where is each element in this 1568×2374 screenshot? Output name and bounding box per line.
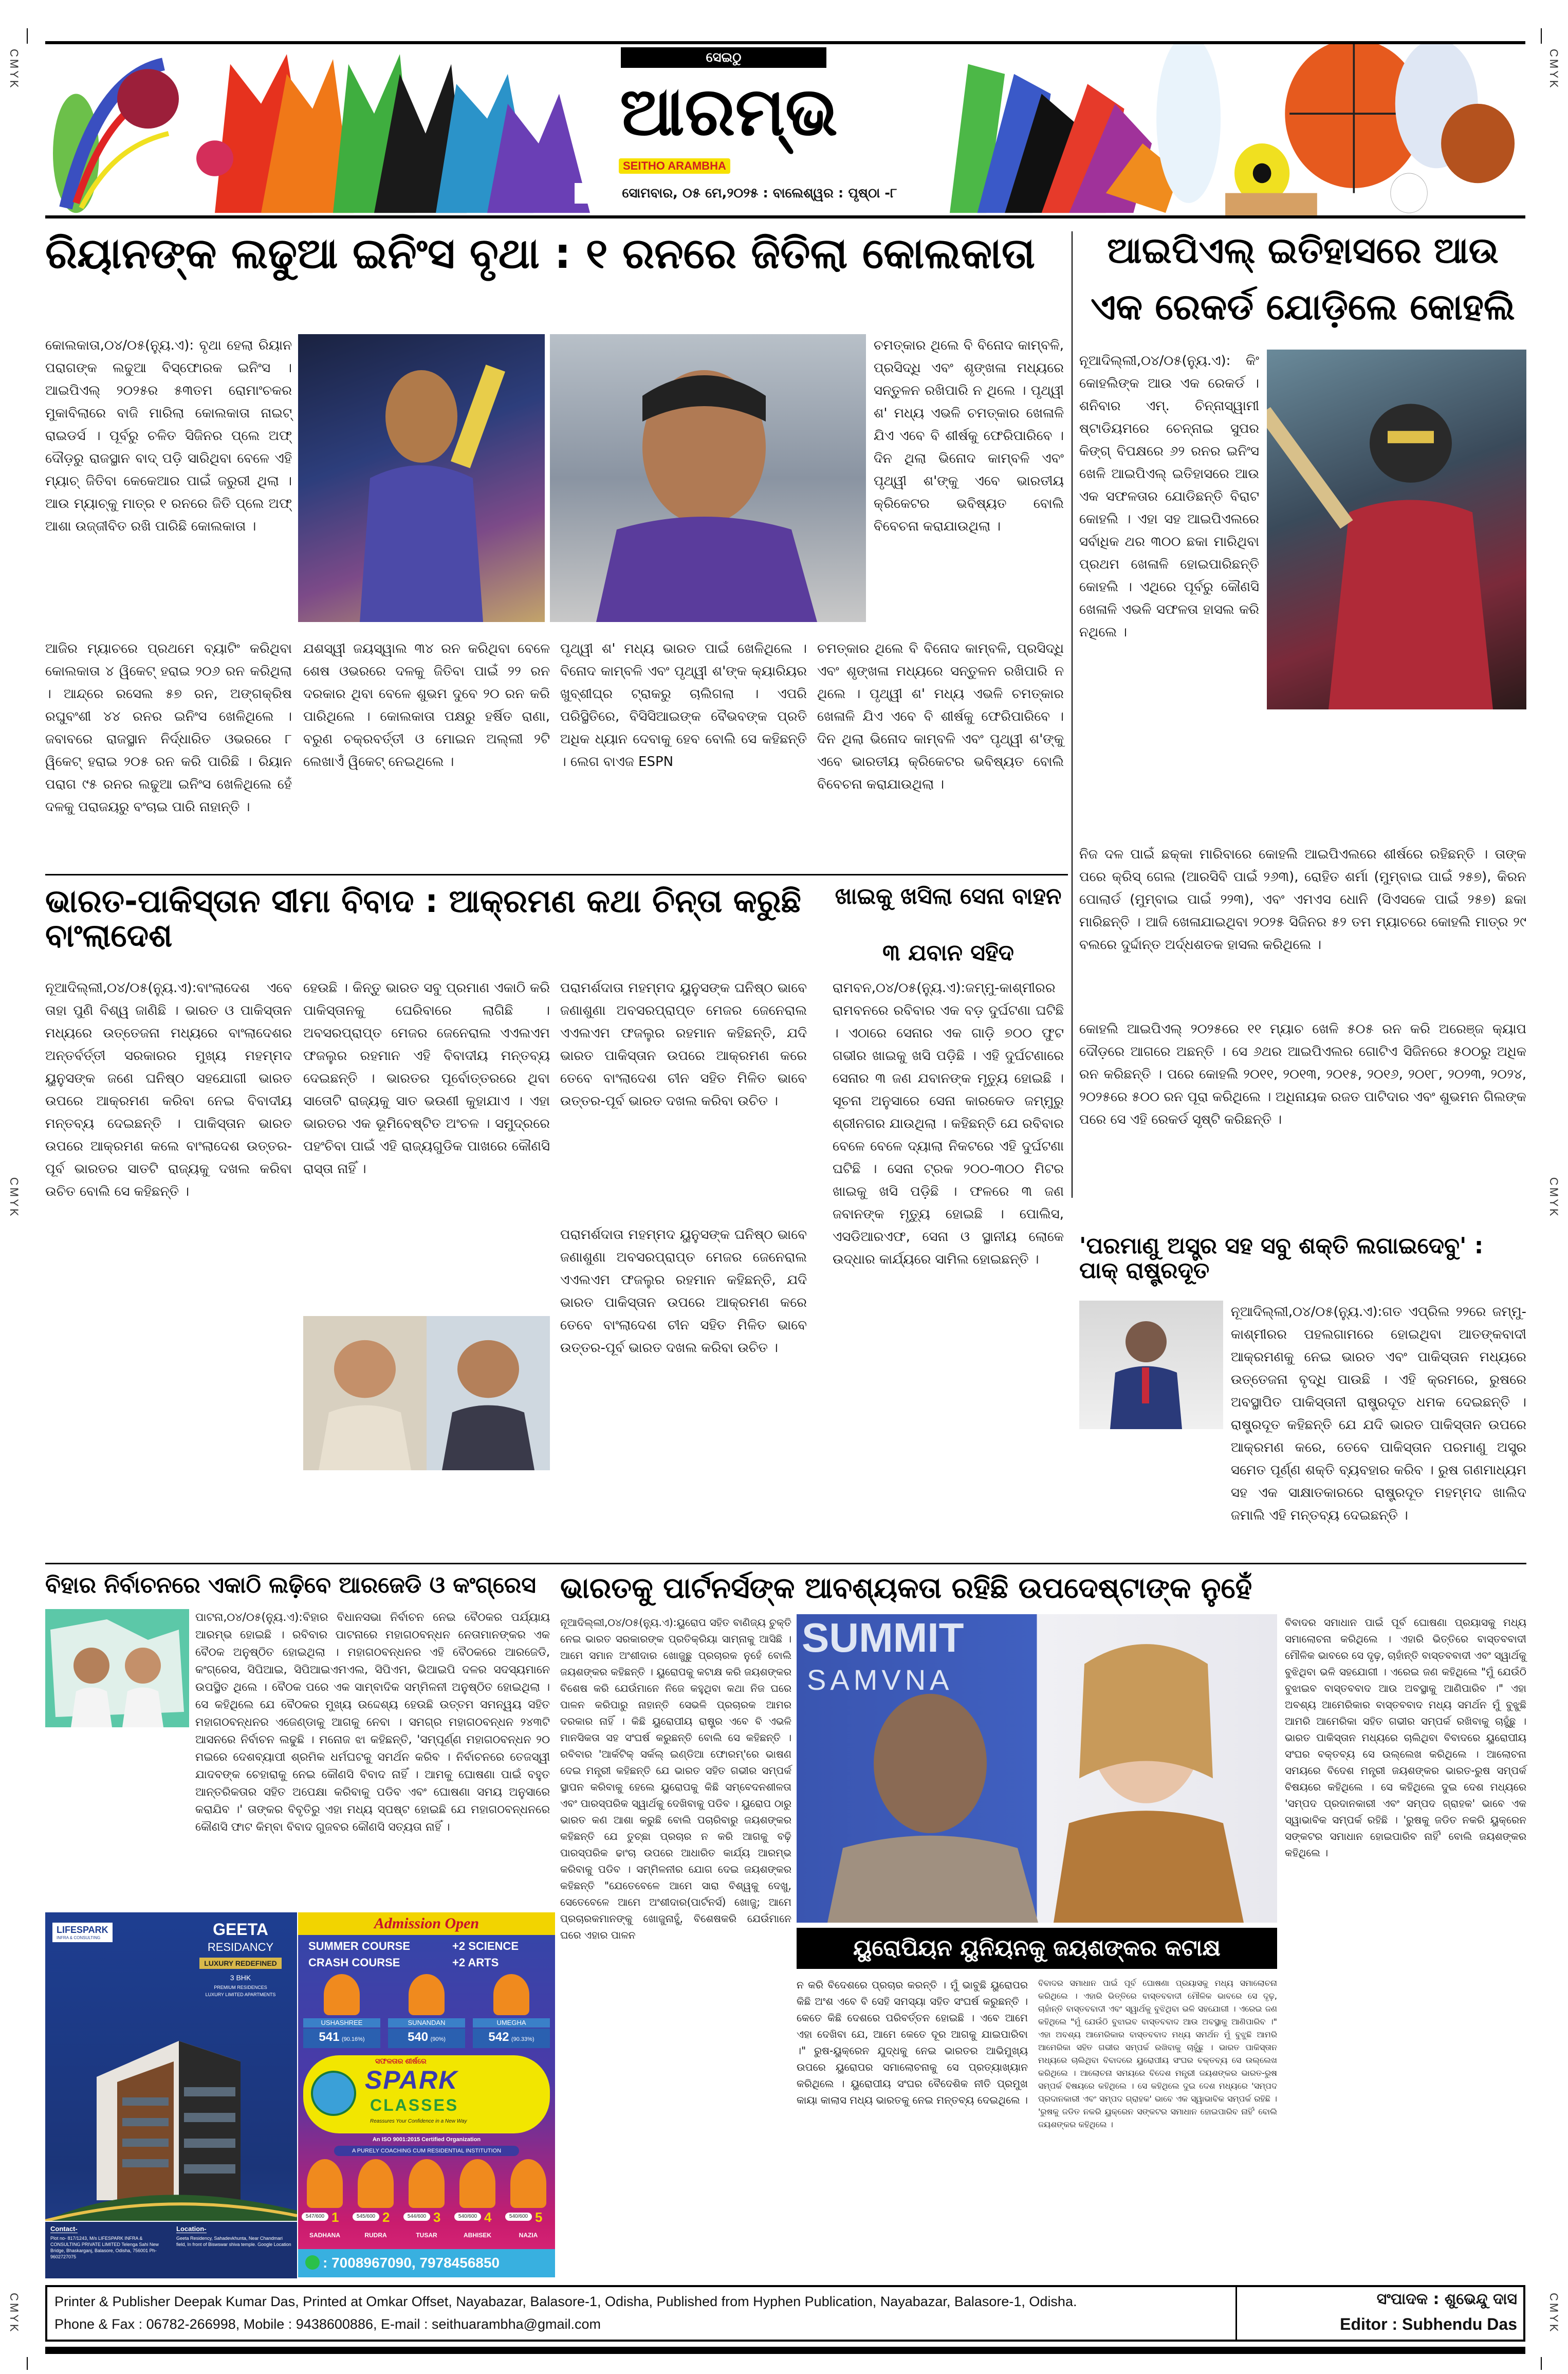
kkr-body-col2: ଯଶସ୍ୱୀ ଜୟସ୍ୱାଲ ୩୪ ରନ କରିଥିବା ବେଳେ ଶେଷ ଓଭରରେ ଦଳକୁ ଜିତିବା ପାଇଁ ୨୨ ରନ ଦରକାର ଥିବା ବେଳେ ଶୁଭମ ଦୁବେ ୨୦ ରନ କରି ପାରିଥିଲେ । କୋଲକାତା ପକ୍ଷରୁ ହର୍ଷିତ ରାଣା, ବରୁଣ ଚକ୍ରବର୍ତ୍ତୀ ଓ ମୋଇନ ଅଲ୍ଲୀ ୨ଟି ଲେଖାଏଁ ୱିକେଟ୍ ନେଇଥିଲେ । <box>303 641 550 770</box>
kohli-body-1: ନୂଆଦିଲ୍ଲୀ,୦୪/୦୫(ନ୍ୟୁ.ଏ): କିଂ କୋହଲିଙ୍କ ଆଉ ଏକ ରେକର୍ଡ । ଶନିବାର ଏମ୍. ଚିନ୍ନାସ୍ୱାମୀ ଷ୍ଟାଡିୟମରେ ଚେନ୍ନାଇ ସୁପର କିଙ୍ଗ୍ ବିପକ୍ଷରେ ୬୨ ରନର ଇନିଂସ ଖେଳି ଆଇପିଏଲ୍ ଇତିହାସରେ ଆଉ ଏକ ସଫଳତାର ଯୋଡିଛନ୍ତି ବିରାଟ କୋହଲି । ଏହା ସହ ଆଇପିଏଲରେ ସର୍ବାଧିକ ଥର ୩୦୦ ଛକା ମାରିଥିବା ପ୍ରଥମ ଖେଳାଳି ହୋଇପାରିଛନ୍ତି କୋହଲି । ଏଥିରେ ପୂର୍ବରୁ କୌଣସି ଖେଳାଳି ଏଭଳି ସଫଳତା ହାସଲ କରି ନଥିଲେ । <box>1079 353 1259 640</box>
summit-backdrop-text: SUMMIT <box>802 1615 964 1660</box>
ad-geeta-residency[interactable] <box>45 1912 297 2277</box>
kohli-batting-figure-icon <box>1267 350 1526 709</box>
bangladesh-body-col1: ନୂଆଦିଲ୍ଲୀ,୦୪/୦୫(ନ୍ୟୁ.ଏ):ବାଂଲାଦେଶ ଏବେ ତାହା ପୁଣି ବିଶ୍ୱ ଜାଣିଛି । ଭାରତ ଓ ପାକିସ୍ତାନ ମଧ୍ୟରେ ଉତ୍ତେଜନା ମଧ୍ୟରେ ବାଂଲାଦେଶର ଅନ୍ତର୍ବର୍ତ୍ତୀ ସରକାରର ମୁଖ୍ୟ ମହମ୍ମଦ ୟୁନୁସଙ୍କ ଜଣେ ଘନିଷ୍ଠ ସହଯୋଗୀ ଭାରତ ଉପରେ ଆକ୍ରମଣ କରିବା ନେଇ ବିବାଦୀୟ ମନ୍ତବ୍ୟ ଦେଇଛନ୍ତି । ପାକିସ୍ତାନ ଭାରତ ଉପରେ ଆକ୍ରମଣ କଲେ ବାଂଲାଦେଶ ଉତ୍ତର-ପୂର୍ବ ଭାରତର ସାତଟି ରାଜ୍ୟକୁ ଦଖଲ କରିବା ଉଚିତ ବୋଲି ସେ କହିଛନ୍ତି । <box>45 980 292 1199</box>
ranker-photo <box>459 2159 495 2208</box>
kkr-body-col1: କୋଲକାତା,୦୪/୦୫(ନ୍ୟୁ.ଏ): ବୃଥା ହେଲା ରିୟାନ ପରାଗଙ୍କ ଲଢୁଆ ବିସ୍ଫୋରକ ଇନିଂସ । ଆଇପିଏଲ୍ ୨୦୨୫ର ୫୩ତମ ରୋମାଂଚକର ମୁକାବିଲାରେ ବାଜି ମାରିଲା କୋଲକାତା ନାଇଟ୍ ରାଇଡର୍ସ । ପୂର୍ବରୁ ଚଳିତ ସିଜିନର ପ୍ଲେ ଅଫ୍ ଦୌଡ଼ରୁ ରାଜସ୍ଥାନ ବାଦ୍ ପଡ଼ି ସାରିଥିବା ବେଳେ ଏହି ମ୍ୟାଚ୍ ଜିତିବା କେକେଆର ପାଇଁ ଜରୁରୀ ଥିଲା । ଆଉ ମ୍ୟାଚ୍‌କୁ ମାତ୍ର ୧ ରନରେ ଜିତି ପ୍ଲେ ଅଫ୍ ଆଶା ଉଜ୍ଜୀବିତ ରଖି ପାରିଛି କୋଲକାତା । <box>45 338 292 534</box>
pak-envoy-photo <box>1079 1301 1223 1429</box>
riyan-parag-photo <box>298 334 545 622</box>
spark-tagline: Reassures Your Confidence in a New Way <box>370 2119 467 2124</box>
topper-photo <box>324 1974 360 2015</box>
ranker-score: 540/600 <box>454 2213 481 2221</box>
location-details: Geeta Residency, Sahadevkhunta, Near Chandmari field, In front of Biswswar shiva temple. Google Location <box>176 2236 291 2247</box>
ad-spark-classes[interactable] <box>298 1912 555 2277</box>
imprint-line-2: Phone & Fax : 06782-266998, Mobile : 9438600886, E-mail : seithuarambha@gmail.com <box>54 2316 601 2332</box>
topper-percent: (90%) <box>430 2036 446 2042</box>
column-divider <box>1072 231 1073 1198</box>
sports-collage-right-image <box>950 44 1519 215</box>
jaishankar-body-col2: ନ କରି ବିଦେଶରେ ପ୍ରଚାର କରନ୍ତି । ମୁଁ ଭାବୁଛି ୟୁରୋପର କିଛି ଅଂଶ ଏବେ ବି ସେହି ସମସ୍ୟା ସହିତ ସଂଘର୍ଷ କରୁଛନ୍ତି । କେତେ କିଛି ଦେଶରେ ପରିବର୍ତ୍ତନ ହୋଇଛି । ଏବେ ଆମେ ଏହା ଦେଖିବା ଯେ, ଆମେ କେତେ ଦୂର ଆଗକୁ ଯାଇପାରିବା ।" ରୁଷ-ୟୁକ୍ରେନ ଯୁଦ୍ଧକୁ ନେଇ ଭାରତର ଆଭିମୁଖ୍ୟ ଉପରେ ୟୁରୋପର ସମାଲୋଚନାକୁ ସେ ପ୍ରତ୍ୟାଖ୍ୟାନ କରିଥିଲେ । ୟୁରୋପୀୟ ସଂଘର ବୈଦେଶିକ ନୀତି ପ୍ରମୁଖ କାୟା କାଲାସ ମଧ୍ୟ ଭାରତକୁ ନେଇ ମନ୍ତବ୍ୟ ଦେଇଥିଲେ । <box>797 1979 1028 2106</box>
headline-kohli-line2: ଏକ ରେକର୍ଡ ଯୋଡ଼ିଲେ କୋହଲି <box>1091 286 1515 328</box>
ranker-score: 540/600 <box>505 2213 532 2221</box>
photo-caption-jaishankar: ୟୁରୋପିୟନ ୟୁନିୟନକୁ ଜୟଶଙ୍କର କଟାକ୍ଷ <box>797 1928 1277 1969</box>
kkr-body-col5: ଚମତ୍କାର ଥିଲେ ବି ବିନୋଦ କାମ୍ବଳି, ପ୍ରସିଦ୍ଧି ଏବଂ ଶୃଙ୍ଖଳା ମଧ୍ୟରେ ସନ୍ତୁଳନ ରଖିପାରି ନ ଥିଲେ । ପୃଥ୍ୱୀ ଶ' ମଧ୍ୟ ଏଭଳି ଚମତ୍କାର ଖେଳାଳି ଯିଏ ଏବେ ବି ଶୀର୍ଷକୁ ଫେରିପାରିବେ । ଦିନ ଥିଲା ଭିନୋଦ କାମ୍ବଳି ଏବଂ ପୃଥ୍ୱୀ ଶ'ଙ୍କୁ ଏବେ ଭାରତୀୟ କ୍ରିକେଟର ଭବିଷ୍ୟତ ବୋଲି ବିବେଚନା କରାଯାଉଥିଲା । <box>817 641 1064 792</box>
crop-mark <box>27 2357 28 2370</box>
newspaper-title: ଆରମ୍ଭ <box>620 72 838 151</box>
imprint-line-1: Printer & Publisher Deepak Kumar Das, Printed at Omkar Offset, Nayabazar, Balasore-1, Odisha, Published from Hyphen Publication, Nayabazar, Balasore-1, Odisha. <box>54 2294 1077 2309</box>
jaishankar-body-col3: ବିବାଦର ସମାଧାନ ପାଇଁ ପୂର୍ବ ଘୋଷଣା ପ୍ରୟାସକୁ ମଧ୍ୟ ସମାଲୋଚନା କରିଥିଲେ । ଏହାରି ଭିତ୍ତିରେ ବାସ୍ତବବାଦୀ ମୌଳିକ ଭାବରେ ସେ ଦୃଢ଼, ଚାହାଁନ୍ତି ବାସ୍ତବବାଦୀ ଏବଂ ସ୍ୱାର୍ଥକୁ ବୁଝିଥିବା ଭଳି ସହଯୋଗୀ । ଏରେଇ ଜଣ କହିଥିଲେ "ମୁଁ ଯେଉଁଠି ବୁଝାଇବ ବାସ୍ତବବାଦ ଆଉ ଅବସ୍ଥାକୁ ଆଣିପାରିବ ।" ଏହା ଅବଶ୍ୟ ଆମେରିକାର ବାସ୍ତବବାଦ ମଧ୍ୟ ସମର୍ଥନ ମୁଁ ବୁଝୁଛି ଆମରି ଆମେରିକା ସହିତ ଗଭୀର ସମ୍ପର୍କ ରଖିବାକୁ ଚାହୁଁଛୁ । ଭାରତ ପାକିସ୍ତାନ ମଧ୍ୟରେ ଚାଲିଥିବା ବିବାଦରେ ୟୁରୋପୀୟ ସଂଘର ବକ୍ତବ୍ୟ ସେ ଉଲ୍ଲେଖ କରିଥିଲେ । ଆଲୋଚନା ସମୟରେ ବିଦେଶ ମନ୍ତ୍ରୀ ଜୟଶଙ୍କର ଭାରତ-ରୁଷ ସମ୍ପର୍କ ବିଷୟରେ କହିଥିଲେ । ସେ କହିଥିଲେ ଦୁଇ ଦେଶ ମଧ୍ୟରେ 'ସମ୍ପଦ ପ୍ରଦାନକାରୀ ଏବଂ ସମ୍ପଦ ଗ୍ରାହକ' ଭାବେ ଏକ ସ୍ୱାଭାବିକ ସମ୍ପର୍କ ରହିଛି । 'ରୁଷକୁ ଜଡିତ ନକରି ୟୁକ୍ରେନ ସଙ୍କଟର ସମାଧାନ ହୋଇପାରିବ ନାହିଁ' ବୋଲି ଜୟଶଙ୍କର କହିଥିଲେ । <box>1285 1616 1526 1859</box>
bangladesh-body-col2: ହେଉଛି । କିନ୍ତୁ ଭାରତ ସବୁ ପ୍ରମାଣ ଏକାଠି କରି ପାକିସ୍ତାନକୁ ଘେରିବାରେ ଲାଗିଛି । ଅବସରପ୍ରାପ୍ତ ମେଜର ଜେନେରାଲ ଏଏଲଏମ ଫଜଲୁର ରହମାନ ଏହି ବିବାଦୀୟ ମନ୍ତବ୍ୟ ଦେଇଛନ୍ତି । ଭାରତର ପୂର୍ବୋତ୍ତରରେ ଥିବା ସାତୋଟି ରାଜ୍ୟକୁ ସାତ ଭଉଣୀ କୁହାଯାଏ । ଏହା ଭାରତର ଏକ ଭୂମିବେଷ୍ଟିତ ଅଂଚଳ । ସମୁଦ୍ରରେ ପହଂଚିବା ପାଇଁ ଏହି ରାଜ୍ୟଗୁଡିକ ପାଖରେ କୌଣସି ରାସ୍ତା ନାହିଁ । <box>303 980 550 1177</box>
ranker-name: TUSAR <box>416 2232 437 2239</box>
jaishankar-body-col1: ନୂଆଦିଲ୍ଲୀ,୦୪/୦୫(ନ୍ୟୁ.ଏ):ୟୁରୋପ ସହିତ ବାଣିଜ୍ୟ ଚୁକ୍ତି ନେଇ ଭାରତ ସରକାରଙ୍କ ପ୍ରତିକ୍ରିୟା ସାମ୍ନାକୁ ଆସିଛି । ଆମେ ସମାନ ଅଂଶୀଦାର ଖୋଜୁଛୁ ପ୍ରଚାରକ ନୁହେଁ ବୋଲି ଜୟଶଙ୍କର କହିଛନ୍ତି । ୟୁରୋପକୁ କଟାକ୍ଷ କରି ଜୟଶଙ୍କର ବିଶେଷ କରି ଯେଉଁମାନେ ନିଜେ କହୁଥିବା କଥା ନିଜ ଘରେ ପାଳନ କରିପାରୁ ନାହାନ୍ତି ସେଭଳି ପ୍ରଚାରକ ଆମର ଦରକାର ନାହିଁ । କିଛି ୟୁରୋପୀୟ ରାଷ୍ଟ୍ର ଏବେ ବି ଏଭଳି ମାନସିକତା ସହ ସଂଘର୍ଷ କରୁଛନ୍ତି ବୋଲି ସେ କହିଛନ୍ତି । ରବିବାର 'ଆର୍କଟିକ୍ ସର୍କଲ୍ ଇଣ୍ଡିଆ ଫୋରମ୍'ରେ ଭାଷଣ ଦେଇ ମନ୍ତ୍ରୀ କହିଛନ୍ତି ଯେ ଭାରତ ସହିତ ଗଭୀର ସମ୍ପର୍କ ସ୍ଥାପନ କରିବାକୁ ହେଲେ ୟୁରୋପକୁ କିଛି ସମ୍ବେଦନଶୀଳତା ଏବଂ ପାରସ୍ପରିକ ସ୍ୱାର୍ଥକୁ ଦେଖିବାକୁ ପଡିବ । ୟୁରୋପ ଠାରୁ ଭାରତ କଣ ଆଶା କରୁଛି ବୋଲି ପଚାରିବାରୁ ଜୟଶଙ୍କର କହିଛନ୍ତି ଯେ ତୁଚ୍ଛା ପ୍ରଚାର ନ କରି ଆଗକୁ ବଢ଼ି ପାରସ୍ପରିକ ଢାଂଚା ଉପରେ ଆଧାରିତ କାର୍ଯ୍ୟ ଆରମ୍ଭ କରିବାକୁ ପଡିବ । ସମ୍ମିଳନୀର ଯୋଗ ଦେଇ ଜୟଶଙ୍କର କହିଛନ୍ତି "ଯେତେବେଳେ ଆମେ ସାରା ବିଶ୍ୱକୁ ଦେଖୁ, ସେତେବେଳେ ଆମେ ଅଂଶୀଦାର(ପାର୍ଟନର୍ସ) ଖୋଜୁ; ଆମେ ପ୍ରଚାରକମାନଙ୍କୁ ଖୋଜୁନାହୁଁ, ବିଶେଷକରି ଯେଉଁମାନେ ଘରେ ଏହାର ପାଳନ <box>560 1616 791 1941</box>
headline-jaishankar: ଭାରତକୁ ପାର୍ଟନର୍ସଙ୍କ ଆବଶ୍ୟକତା ରହିଛି ଉପଦେଷ୍ଟାଙ୍କ ନୁହେଁ <box>560 1572 1252 1605</box>
topper-score: 542 <box>488 2030 509 2044</box>
bihar-leaders-figure-icon <box>45 1609 189 1727</box>
topper-name: SUNANDAN <box>388 2018 465 2028</box>
luxury-tag: LUXURY REDEFINED <box>199 1958 282 1969</box>
editor-block <box>1235 2287 1523 2340</box>
topper-card <box>303 1974 380 2051</box>
ranker-card <box>352 2159 400 2247</box>
iso-label: An ISO 9001:2015 Certified Organization <box>372 2136 481 2143</box>
lifespark-logo-text: LIFESPARK <box>57 1925 108 1935</box>
geeta-title-2: RESIDANCY <box>207 1941 274 1953</box>
masthead-kicker: ସେଇଠୁ <box>621 47 826 68</box>
sports-collage-left-image <box>45 44 600 215</box>
dateline: ସୋମବାର, ୦୫ ମେ,୨୦୨୫ : ବାଲେଶ୍ୱର : ପୃଷ୍ଠା -୮ <box>575 183 945 204</box>
headline-kkr: ରିୟାନଙ୍କ ଲଢୁଆ ଇନିଂସ ବୃଥା : ୧ ରନରେ ଜିତିଲା କୋଲକାତା <box>45 229 1036 278</box>
admission-open-banner: Admission Open <box>298 1912 555 1935</box>
army-body: ରାମବନ,୦୪/୦୫(ନ୍ୟୁ.ଏ):ଜମ୍ମୁ-କାଶ୍ମୀରର ରାମବନରେ ରବିବାର ଏକ ବଡ଼ ଦୁର୍ଘଟଣା ଘଟିଛି । ଏଠାରେ ସେନାର ଏକ ଗାଡ଼ି ୭୦୦ ଫୁଟ ଗଭୀର ଖାଇକୁ ଖସି ପଡ଼ିଛି । ଏହି ଦୁର୍ଘଟଣାରେ ସେନାର ୩ ଜଣ ଯବାନଙ୍କ ମୃତ୍ୟୁ ହୋଇଛି । ସୂଚନା ଅନୁସାରେ ସେନା କାରକେଡ ଜମ୍ମୁରୁ ଶ୍ରୀନଗର ଯାଉଥିଲା । କହିଛନ୍ତି ଯେ ରବିବାର ବେଳେ ବେଳେ ଦ୍ୟାଲା ନିକଟରେ ଏହି ଦୁର୍ଘଟଣା ଘଟିଛି । ସେନା ଟ୍ରକ ୨୦୦-୩୦୦ ମିଟର ଖାଇକୁ ଖସି ପଡ଼ିଛି । ଫଳରେ ୩ ଜଣ ଜବାନଙ୍କ ମୃତ୍ୟୁ ହୋଇଛି । ପୋଲିସ, ଏସଡିଆରଏଫ, ସେନା ଓ ସ୍ଥାନୀୟ ଲୋକେ ଉଦ୍ଧାର କାର୍ଯ୍ୟରେ ସାମିଲ ହୋଇଛନ୍ତି । <box>833 980 1064 1267</box>
pak-envoy-body: ନୂଆଦିଲ୍ଲୀ,୦୪/୦୫(ନ୍ୟୁ.ଏ):ଗତ ଏପ୍ରିଲ ୨୨ରେ ଜମ୍ମୁ-କାଶ୍ମୀରର ପହଲଗାମରେ ହୋଇଥିବା ଆତଙ୍କବାଦୀ ଆକ୍ରମଣକୁ ନେଇ ଭାରତ ଏବଂ ପାକିସ୍ତାନ ମଧ୍ୟରେ ଉତ୍ତେଜନା ବୃଦ୍ଧି ପାଉଛି । ଏହି କ୍ରମରେ, ରୁଷରେ ଅବସ୍ଥାପିତ ପାକିସ୍ତାନୀ ରାଷ୍ଟ୍ରଦୂତ ଧମକ ଦେଇଛନ୍ତି । ରାଷ୍ଟ୍ରଦୂତ କହିଛନ୍ତି ଯେ ଯଦି ଭାରତ ପାକିସ୍ତାନ ଉପରେ ଆକ୍ରମଣ କରେ, ତେବେ ପାକିସ୍ତାନ ପରମାଣୁ ଅସ୍ତ୍ର ସମେତ ପୂର୍ଣ୍ଣ ଶକ୍ତି ବ୍ୟବହାର କରିବ । ରୁଷ ଗଣମାଧ୍ୟମ ସହ ଏକ ସାକ୍ଷାତକାରରେ ରାଷ୍ଟ୍ରଦୂତ ମହମ୍ମଦ ଖାଲିଦ ଜମାଲି ଏହି ମନ୍ତବ୍ୟ ଦେଇଛନ୍ତି । <box>1231 1304 1526 1523</box>
ranker-rank: 4 <box>484 2209 492 2225</box>
spark-logo-word: SPARK <box>365 2066 458 2094</box>
newspaper-brand <box>616 44 842 178</box>
section-divider <box>45 874 1068 875</box>
kohli-body-3: କୋହଲି ଆଇପିଏଲ୍ ୨୦୨୫ରେ ୧୧ ମ୍ୟାଚ ଖେଳି ୫୦୫ ରନ କରି ଅରେଞ୍ଜ କ୍ୟାପ ଦୌଡ଼ରେ ଆଗରେ ଅଛନ୍ତି । ସେ ୬ଥର ଆଇପିଏଲର ଗୋଟିଏ ସିଜିନରେ ୫୦୦ରୁ ଅଧିକ ରନ କରିଛନ୍ତି । ପରେ କୋହଲି ୨୦୧୧, ୨୦୧୩, ୨୦୧୫, ୨୦୧୬, ୨୦୧୮, ୨୦୨୩, ୨୦୨୪, ୨୦୨୫ରେ ୫୦୦ ରନ ପୂରା କରିଥିଲେ । ଅଧିନାୟକ ରଜତ ପାଟିଦାର ଏବଂ ଶୁଭମନ ଗିଲଙ୍କ ପରେ ସେ ଏହି ରେକର୍ଡ ସୃଷ୍ଟି କରିଛନ୍ତି । <box>1079 1021 1526 1127</box>
bhk-label: 3 BHK <box>230 1974 251 1982</box>
ranker-name: ABHISEK <box>463 2232 491 2239</box>
course-summer: SUMMER COURSE <box>308 1940 411 1952</box>
ranker-card <box>453 2159 502 2247</box>
ranker-card <box>504 2159 552 2247</box>
classes-logo-word: CLASSES <box>370 2096 459 2114</box>
contact-heading: Contact- <box>50 2225 78 2233</box>
topper-score: 541 <box>319 2030 340 2044</box>
bangladesh-body-col2b: ପରାମର୍ଶଦାତା ମହମ୍ମଦ ୟୁନୁସଙ୍କ ଘନିଷ୍ଠ ଭାବେ ଜଣାଶୁଣା ଅବସରପ୍ରାପ୍ତ ମେଜର ଜେନେରାଲ ଏଏଲଏମ ଫଜଲୁର ରହମାନ କହିଛନ୍ତି, ଯଦି ଭାରତ ପାକିସ୍ତାନ ଉପରେ ଆକ୍ରମଣ କରେ ତେବେ ବାଂଲାଦେଶ ଚୀନ ସହିତ ମିଳିତ ଭାବେ ଉତ୍ତର-ପୂର୍ବ ଭାରତ ଦଖଲ କରିବା ଉଚିତ । <box>560 1227 807 1356</box>
headline-bangladesh: ଭାରତ-ପାକିସ୍ତାନ ସୀମା ବିବାଦ : ଆକ୍ରମଣ କଥା ଚିନ୍ତା କରୁଛି ବାଂଲାଦେଶ <box>45 882 801 954</box>
registration-mark-right-bottom: CMYK <box>1547 2293 1560 2334</box>
topper-name: USHASHREE <box>303 2018 380 2028</box>
headline-army-line2: ୩ ଯବାନ ସହିଦ <box>882 940 1014 966</box>
ranker-rank: 2 <box>382 2209 390 2225</box>
masthead <box>45 41 1525 218</box>
young-player-figure-icon <box>550 334 866 622</box>
editor-odia: ସଂପାଦକ : ଶୁଭେନ୍ଦୁ ଦାସ <box>1376 2290 1517 2308</box>
registration-mark-left-mid: CMYK <box>8 1177 21 1218</box>
bihar-body: ପାଟନା,୦୪/୦୫(ନ୍ୟୁ.ଏ):ବିହାର ବିଧାନସଭା ନିର୍ବାଚନ ନେଇ ବୈଠକର ପର୍ଯ୍ୟାୟ ଆରମ୍ଭ ହୋଇଛି । ରବିବାର ପାଟନାରେ ମହାଗଠବନ୍ଧନ ନେତାମାନଙ୍କର ଏକ ବୈଠକ ଅନୁଷ୍ଠିତ ହୋଇଥିଲା । ମହାଗଠବନ୍ଧନର ଏହି ବୈଠକରେ ଆରଜେଡି, କଂଗ୍ରେସ, ସିପିଆଇ, ସିପିଆଇଏମଏଲ, ସିପିଏମ, ଭିଆଇପି ଦଳର ସଦସ୍ୟମାନେ ଉପସ୍ଥିତ ଥିଲେ । ବୈଠକ ପରେ ଏକ ସାମ୍ବାଦିକ ସମ୍ମିଳନୀ ଅନୁଷ୍ଠିତ ହୋଇଥିଲା । ସେ କହିଥିଲେ ଯେ ବୈଠକର ମୁଖ୍ୟ ଉଦ୍ଦେଶ୍ୟ ହେଉଛି ଉତ୍ତମ ସମନ୍ୱୟ ସହିତ ମହାଗଠବନ୍ଧନର ଏଜେଣ୍ଡାକୁ ଆଗକୁ ନେବା । ସମଗ୍ର ମହାଗଠବନ୍ଧନ ୨୪୩ଟି ଆସନରେ ନିର୍ବାଚନ ଲଢୁଛି । ମନୋଜ ଝା କହିଛନ୍ତି, 'ସମ୍ପୂର୍ଣ୍ଣ ମହାଗଠବନ୍ଧନ ୨୦ ମଇରେ ଦେଶବ୍ୟାପୀ ଶ୍ରମିକ ଧର୍ମଘଟକୁ ସମର୍ଥନ କରିବ । ନିର୍ବାଚନରେ ତେଜସ୍ୱୀ ଯାଦବଙ୍କ ଚେହାରାକୁ ନେଇ କୌଣସି ବିବାଦ ନାହିଁ । ଆମକୁ ଘୋଷଣା ପାଇଁ ବହୁତ ଆନ୍ତରିକତାର ସହିତ ଅପେକ୍ଷା କରିବାକୁ ପଡିବ ଏବଂ ଘୋଷଣା ସମୟ ଅନୁସାରେ କରାଯିବ ।' ତାଙ୍କର ବିବୃତିରୁ ଏହା ମଧ୍ୟ ସ୍ପଷ୍ଟ ହୋଇଛି ଯେ ମହାଗଠବନ୍ଧନରେ କୌଣସି ଫାଟ କିମ୍ବା ବିବାଦ ଗୁଜବର କୌଣସି ସତ୍ୟତା ନାହିଁ । <box>195 1611 550 1834</box>
tejashwi-rahul-photo <box>45 1609 189 1727</box>
registration-mark-right-top: CMYK <box>1547 49 1560 90</box>
topper-card <box>388 1974 465 2051</box>
headline-pak-envoy: 'ପରମାଣୁ ଅସ୍ତ୍ର ସହ ସବୁ ଶକ୍ତି ଲଗାଇଦେବୁ' : ପାକ୍ ରାଷ୍ଟ୍ରଦୂତ <box>1079 1233 1484 1284</box>
crop-mark <box>1541 28 1542 44</box>
location-heading: Location- <box>176 2225 207 2233</box>
spark-logo-globe-icon <box>311 2071 356 2116</box>
two-leaders-figure-icon <box>303 1316 550 1470</box>
ranker-score: 545/600 <box>353 2213 379 2221</box>
topper-percent: (90.33%) <box>511 2036 534 2042</box>
kohli-body-2: ନିଜ ଦଳ ପାଇଁ ଛକ୍କା ମାରିବାରେ କୋହଲି ଆଇପିଏଲରେ ଶୀର୍ଷରେ ରହିଛନ୍ତି । ତାଙ୍କ ପରେ କ୍ରିସ୍ ଗେଲ (ଆରସିବି ପାଇଁ ୨୬୩), ରୋହିତ ଶର୍ମା (ମୁମ୍ବାଇ ପାଇଁ ୨୫୭), କିରନ ପୋଲାର୍ଡ (ମୁମ୍ବାଇ ପାଇଁ ୨୨୩), ଏବଂ ଏମଏସ ଧୋନି (ସିଏସକେ ପାଇଁ ୨୫୭) ଛକା ମାରିଛନ୍ତି । ଆଜି ଖେଳାଯାଇଥିବା ୨୦୨୫ ସିଜିନର ୫୨ ତମ ମ୍ୟାଚରେ କୋହଲି ମାତ୍ର ୨୯ ବଲରେ ଦୁର୍ଦ୍ଦାନ୍ତ ଅର୍ଦ୍ଧଶତକ ହାସଲ କରିଥିଲେ । <box>1079 847 1526 953</box>
lifespark-logo-subtext: INFRA & CONSULTING <box>57 1935 101 1940</box>
imprint-footer <box>45 2285 1525 2342</box>
ranker-photo <box>409 2159 445 2208</box>
virat-kohli-photo <box>1267 350 1526 709</box>
ranker-rank: 3 <box>433 2209 441 2225</box>
topper-photo <box>409 1974 445 2015</box>
batsman-figure-icon <box>298 334 545 622</box>
kkr-body-col3: ପୃଥ୍ୱୀ ଶ' ମଧ୍ୟ ଭାରତ ପାଇଁ ଖେଳିଥିଲେ । ବିନୋଦ କାମ୍ବଳି ଏବଂ ପୃଥ୍ୱୀ ଶ'ଙ୍କ କ୍ୟାରିୟର ଖୁବ୍‌ଶୀଘ୍ର ଟ୍ରାକରୁ ଚାଲିଗଲା । ଏପରି ପରିସ୍ଥିତିରେ, ବିସିସିଆଇଙ୍କ ବୈଭବଙ୍କ ପ୍ରତି ଅଧିକ ଧ୍ୟାନ ଦେବାକୁ ହେବ ବୋଲି ସେ କହିଛନ୍ତି । ଲେଗ ବାଏଜ ESPN <box>560 641 807 770</box>
apartment-building-image <box>45 2005 297 2221</box>
stream-arts: +2 ARTS <box>452 1956 499 1969</box>
ranker-score: 547/600 <box>302 2213 328 2221</box>
geeta-title: GEETA <box>213 1920 268 1939</box>
ranker-photo <box>307 2159 343 2208</box>
ranker-rank: 5 <box>535 2209 543 2225</box>
crop-mark <box>1541 2357 1542 2370</box>
jaishankar-kallas-photo <box>797 1614 1277 1923</box>
ranker-rank: 1 <box>331 2209 339 2225</box>
speaker-figure-icon <box>1079 1301 1223 1429</box>
kkr-body-col4: ଚମତ୍କାର ଥିଲେ ବି ବିନୋଦ କାମ୍ବଳି, ପ୍ରସିଦ୍ଧି ଏବଂ ଶୃଙ୍ଖଳା ମଧ୍ୟରେ ସନ୍ତୁଳନ ରଖିପାରି ନ ଥିଲେ । ପୃଥ୍ୱୀ ଶ' ମଧ୍ୟ ଏଭଳି ଚମତ୍କାର ଖେଳାଳି ଯିଏ ଏବେ ବି ଶୀର୍ଷକୁ ଫେରିପାରିବେ । ଦିନ ଥିଲା ଭିନୋଦ କାମ୍ବଳି ଏବଂ ପୃଥ୍ୱୀ ଶ'ଙ୍କୁ ଏବେ ଭାରତୀୟ କ୍ରିକେଟର ଭବିଷ୍ୟତ ବୋଲି ବିବେଚନା କରାଯାଉଥିଲା । <box>874 338 1064 534</box>
ranker-name: RUDRA <box>364 2232 387 2239</box>
crop-mark <box>27 28 28 44</box>
premium-label: PREMIUM RESIDENCES <box>214 1985 267 1990</box>
editor-english: Editor : Subhendu Das <box>1340 2315 1517 2333</box>
luxury-label: LUXURY LIMITED APARTMENTS <box>205 1992 276 1997</box>
institution-label: A PURELY COACHING CUM RESIDENTIAL INSTITUTION <box>334 2146 519 2156</box>
topper-percent: (90.16%) <box>341 2036 365 2042</box>
ranker-score: 544/600 <box>403 2213 430 2221</box>
course-crash: CRASH COURSE <box>308 1956 400 1969</box>
kkr-body-col1b: ଆଜିର ମ୍ୟାଚରେ ପ୍ରଥମେ ବ୍ୟାଟିଂ କରିଥିବା କୋଲକାତା ୪ ୱିକେଟ୍ ହରାଇ ୨୦୬ ରନ କରିଥିଲା । ଆନ୍ଦ୍ରେ ରସେଲ ୫୭ ରନ, ଅଙ୍ଗକ୍ରିଷ ରଘୁବଂଶୀ ୪୪ ରନର ଇନିଂସ ଖେଳିଥିଲେ । ଜବାବରେ ରାଜସ୍ଥାନ ନିର୍ଦ୍ଧାରିତ ଓଭରରେ ୮ ୱିକେଟ୍ ହରାଇ ୨୦୫ ରନ କରି ପାରିଛି । ରିୟାନ ପରାଗ ୯୫ ରନର ଲଢୁଆ ଇନିଂସ ଖେଳିଥିଲେ ହେଁ ଦଳକୁ ପରାଜୟରୁ ବଂଚାଇ ପାରି ନାହାନ୍ତି । <box>45 641 292 815</box>
jaishankar-body-col2b: ବିବାଦର ସମାଧାନ ପାଇଁ ପୂର୍ବ ଘୋଷଣା ପ୍ରୟାସକୁ ମଧ୍ୟ ସମାଲୋଚନା କରିଥିଲେ । ଏହାରି ଭିତ୍ତିରେ ବାସ୍ତବବାଦୀ ମୌଳିକ ଭାବରେ ସେ ଦୃଢ଼, ଚାହାଁନ୍ତି ବାସ୍ତବବାଦୀ ଏବଂ ସ୍ୱାର୍ଥକୁ ବୁଝିଥିବା ଭଳି ସହଯୋଗୀ । ଏରେଇ ଜଣ କହିଥିଲେ "ମୁଁ ଯେଉଁଠି ବୁଝାଇବ ବାସ୍ତବବାଦ ଆଉ ଅବସ୍ଥାକୁ ଆଣିପାରିବ ।" ଏହା ଅବଶ୍ୟ ଆମେରିକାର ବାସ୍ତବବାଦ ମଧ୍ୟ ସମର୍ଥନ ମୁଁ ବୁଝୁଛି ଆମରି ଆମେରିକା ସହିତ ଗଭୀର ସମ୍ପର୍କ ରଖିବାକୁ ଚାହୁଁଛୁ । ଭାରତ ପାକିସ୍ତାନ ମଧ୍ୟରେ ଚାଲିଥିବା ବିବାଦରେ ୟୁରୋପୀୟ ସଂଘର ବକ୍ତବ୍ୟ ସେ ଉଲ୍ଲେଖ କରିଥିଲେ । ଆଲୋଚନା ସମୟରେ ବିଦେଶ ମନ୍ତ୍ରୀ ଜୟଶଙ୍କର ଭାରତ-ରୁଷ ସମ୍ପର୍କ ବିଷୟରେ କହିଥିଲେ । ସେ କହିଥିଲେ ଦୁଇ ଦେଶ ମଧ୍ୟରେ 'ସମ୍ପଦ ପ୍ରଦାନକାରୀ ଏବଂ ସମ୍ପଦ ଗ୍ରାହକ' ଭାବେ ଏକ ସ୍ୱାଭାବିକ ସମ୍ପର୍କ ରହିଛି । 'ରୁଷକୁ ଜଡିତ ନକରି ୟୁକ୍ରେନ ସଙ୍କଟର ସମାଧାନ ହୋଇପାରିବ ନାହିଁ' ବୋଲି ଜୟଶଙ୍କର କହିଥିଲେ । <box>1038 1978 1277 2129</box>
topper-name: UMEGHA <box>473 2018 550 2028</box>
vaibhav-suryavanshi-photo <box>550 334 866 622</box>
registration-mark-right-mid: CMYK <box>1547 1177 1560 1218</box>
headline-army-line1: ଖାଇକୁ ଖସିଲା ସେନା ବାହନ <box>835 883 1062 909</box>
spark-phone[interactable]: : 7008967090, 7978456850 <box>323 2255 500 2271</box>
ranker-name: SADHANA <box>309 2232 340 2239</box>
topper-card <box>473 1974 550 2051</box>
contact-details: Plot no- 817/1243, M/s LIFESPARK INFRA & CONSULTING PRIVATE LIMITED Telenga Sahi New Bridge, Bhaskarganj, Balasore, Odisha, 756001 Ph-9602727075 <box>50 2236 159 2259</box>
ranker-photo <box>510 2159 546 2208</box>
topper-score: 540 <box>408 2030 429 2044</box>
bangladesh-body-col3: ପରାମର୍ଶଦାତା ମହମ୍ମଦ ୟୁନୁସଙ୍କ ଘନିଷ୍ଠ ଭାବେ ଜଣାଶୁଣା ଅବସରପ୍ରାପ୍ତ ମେଜର ଜେନେରାଲ ଏଏଲଏମ ଫଜଲୁର ରହମାନ କହିଛନ୍ତି, ଯଦି ଭାରତ ପାକିସ୍ତାନ ଉପରେ ଆକ୍ରମଣ କରେ ତେବେ ବାଂଲାଦେଶ ଚୀନ ସହିତ ମିଳିତ ଭାବେ ଉତ୍ତର-ପୂର୍ବ ଭାରତ ଦଖଲ କରିବା ଉଚିତ । <box>560 980 807 1109</box>
spark-odia-tag: ସଫଳତାର ଶୀର୍ଷରେ <box>375 2057 427 2065</box>
footer-rule <box>45 2347 1525 2354</box>
headline-kohli-line1: ଆଇପିଏଲ୍ ଇତିହାସରେ ଆଉ <box>1107 229 1499 271</box>
modi-yunus-photo <box>303 1316 550 1470</box>
whatsapp-icon <box>305 2255 320 2270</box>
ranker-card <box>301 2159 349 2247</box>
ranker-card <box>402 2159 451 2247</box>
summit-backdrop-text-2: SAMVNA <box>807 1664 953 1696</box>
newspaper-subtitle: SEITHO ARAMBHA <box>619 158 730 174</box>
registration-mark-left-bottom: CMYK <box>8 2293 21 2334</box>
topper-photo <box>493 1974 529 2015</box>
headline-bihar: ବିହାର ନିର୍ବାଚନରେ ଏକାଠି ଲଢ଼ିବେ ଆରଜେଡି ଓ କଂଗ୍ରେସ <box>45 1572 536 1598</box>
ranker-name: NAZIA <box>519 2232 538 2239</box>
registration-mark-left-top: CMYK <box>8 49 21 90</box>
ranker-photo <box>358 2159 394 2208</box>
section-divider <box>45 1563 1526 1564</box>
stream-science: +2 SCIENCE <box>452 1940 519 1952</box>
